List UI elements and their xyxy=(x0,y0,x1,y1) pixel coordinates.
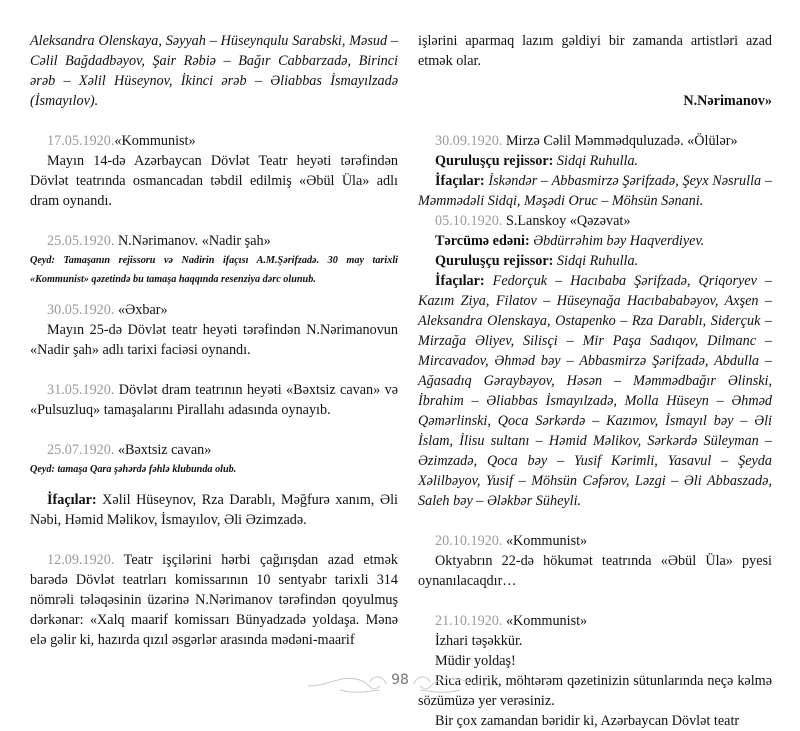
cast-list: Fedorçuk – Hacıbaba Şərifzadə, Qriqoryev – Kazım Ziya, Filatov – Hüseynağa Hacıbababəyov, Axşen – Aleksandra Olenskaya, Ostapenko – Rza Darablı, Siderçuk – Mirzağa Əliyev, Silisçi – Mir Paşa Sadıqov, Dilmanc – Mircavadov, Əhməd bəy – Abbasmirzə Şərifzadə, Abdulla – Ağasadıq Gəraybəyov, Həsən – Məmmədbağır Əlinski, İbrahim – Əliabbas İsmayılzadə, Molla Hüseyn – Əhməd Qəmərlinski, Qoca Sərkərdə – Kazımov, İsmayıl bəy – Əli İslam, İlisu sultanı – Həmid Məlikov, Sərkərdə Süleyman – Əzimzadə, Qoca bəy – Yusif Kərimli, Yasavul – Şeyda Xəlilbəyov, Yusif – Möhsün Cəfərov, Ləzgi – Əli Abbaszadə, Saleh bəy – Ələkbər Süheyli. xyxy=(418,273,772,509)
entry-date: 31.05.1920. xyxy=(47,382,115,398)
entry-text xyxy=(30,550,398,650)
entry-note xyxy=(30,251,398,289)
entry-body: Teatr işçilərini hərbi çağırışdan azad etmək barədə Dövlət teatrları komissarının 10 sentyabr tarixli 314 nömrəli tələqəsinin üzərinə N.Nərimanov tərəfindən qoyulmuş dərkənar: «Xalq maarif komissarı Bünyadzadə yoldaşa. Mənə elə gəlir ki, hazırda qızıl əsgərlər arasında mədəni-maarif xyxy=(30,552,398,648)
entry-date: 21.10.1920. xyxy=(435,613,503,629)
entry-date: 20.10.1920. xyxy=(435,533,503,549)
entry-header xyxy=(30,440,398,460)
entry-date: 25.05.1920. xyxy=(47,233,115,249)
entry-cast xyxy=(418,271,772,511)
translator-label: Tərcümə edəni: xyxy=(435,233,530,249)
entry-text: Mayın 14-də Azərbaycan Dövlət Teatr heyəti tərəfindən Dövlət teatrında osmancadan təbdil edilmiş «Əbül Üla» adlı dram oynandı. xyxy=(30,153,398,209)
entry-date: 17.05.1920. xyxy=(47,133,115,149)
cast-label: İfaçılar: xyxy=(435,173,485,189)
entry-source: N.Nərimanov. «Nadir şah» xyxy=(114,233,271,249)
left-column xyxy=(30,31,398,650)
entry-text: Oktyabrın 22-də hökumət teatrında «Əbül Üla» pyesi oynanılacaqdır… xyxy=(418,553,772,589)
entry-date: 12.09.1920. xyxy=(47,552,115,568)
entry-date: 25.07.1920. xyxy=(47,442,115,458)
director-label: Quruluşçu rejissor: xyxy=(435,153,554,169)
entry-header xyxy=(418,611,772,631)
entry-header xyxy=(418,131,772,151)
entry-source: «Kommunist» xyxy=(502,533,588,549)
letter-line: İzhari təşəkkür. xyxy=(435,633,523,649)
entry-header xyxy=(418,211,772,231)
entry-date: 30.09.1920. xyxy=(435,133,503,149)
entry-source: Mirzə Cəlil Məmmədquluzadə. «Ölülər» xyxy=(502,133,738,149)
note-label: Qeyd: xyxy=(30,464,55,475)
right-column xyxy=(418,31,772,731)
entry-source: «Kommunist» xyxy=(114,133,196,149)
entry-cast xyxy=(418,171,772,211)
letter-line: Müdir yoldaş! xyxy=(435,653,516,669)
entry-director xyxy=(418,151,772,171)
entry-text: Mayın 25-də Dövlət teatr heyəti tərəfindən N.Nərimanovun «Nadir şah» adlı tarixi faciəsi oynandı. xyxy=(30,322,398,358)
entry-body: Dövlət dram teatrının heyəti «Bəxtsiz cavan» və «Pulsuzluq» tamaşalarını Pirallahı adasında oynayıb. xyxy=(30,382,398,418)
page-number: 98 xyxy=(391,672,409,688)
page-footer xyxy=(300,664,500,700)
cast-label: İfaçılar: xyxy=(435,273,485,289)
signature: N.Nərimanov» xyxy=(683,93,772,109)
cast-label: İfaçılar: xyxy=(47,492,97,508)
letter-continuation: işlərini aparmaq lazım gəldiyi bir zamanda artistləri azad etmək olar. xyxy=(418,33,772,69)
director-name: Sidqi Ruhulla. xyxy=(553,153,639,169)
entry-date: 30.05.1920. xyxy=(47,302,115,318)
translator-name: Əbdürrəhim bəy Haqverdiyev. xyxy=(529,233,705,249)
entry-source: «Əxbar» xyxy=(114,302,168,318)
entry-director xyxy=(418,251,772,271)
cast-continuation: Aleksandra Olenskaya, Səyyah – Hüseynqulu Sarabski, Məsud – Cəlil Bağdadbəyov, Şair Rəbiə – Bağır Cabbarzadə, Birinci ərəb – Xəlil Hüseynov, İkinci ərəb – Əliabbas İsmayılzadə (İsmayılov). xyxy=(30,33,398,109)
entry-header xyxy=(30,300,398,320)
letter-line: Rica edirik, möhtərəm qəzetinizin sütunlarında neçə kəlmə sözümüzə yer verəsiniz. xyxy=(418,673,772,709)
note-label: Qeyd: xyxy=(30,255,55,266)
entry-source: «Kommunist» xyxy=(502,613,588,629)
entry-date: 05.10.1920. xyxy=(435,213,503,229)
note-text: Tamaşanın rejissoru və Nadirin ifaçısı A.M.Şərifzadə. 30 may tarixli «Kommunist» qəzetində bu tamaşa haqqında resenziya dərc olunub. xyxy=(30,255,398,285)
cast-list: Xəlil Hüseynov, Rza Darablı, Məğfurə xanım, Əli Nəbi, Həmid Məlikov, İsmayılov, Əli Əzimzadə. xyxy=(30,492,398,528)
entry-text xyxy=(30,380,398,420)
entry-source: S.Lanskoy «Qəzəvat» xyxy=(502,213,631,229)
entry-source: «Bəxtsiz cavan» xyxy=(114,442,212,458)
entry-translator xyxy=(418,231,772,251)
director-name: Sidqi Ruhulla. xyxy=(553,253,639,269)
director-label: Quruluşçu rejissor: xyxy=(435,253,554,269)
entry-header xyxy=(30,131,398,151)
letter-line: Bir çox zamandan bəridir ki, Azərbaycan Dövlət teatr xyxy=(435,713,740,729)
entry-cast xyxy=(30,490,398,530)
cast-list: İskəndər – Abbasmirzə Şərifzadə, Şeyx Nəsrulla – Məmmədəli Sidqi, Məşədi Oruc – Möhsün Sənani. xyxy=(418,173,772,209)
entry-note xyxy=(30,460,398,479)
note-text: tamaşa Qara şəhərdə fəhlə klubunda olub. xyxy=(54,464,237,475)
entry-header xyxy=(418,531,772,551)
entry-header xyxy=(30,231,398,251)
